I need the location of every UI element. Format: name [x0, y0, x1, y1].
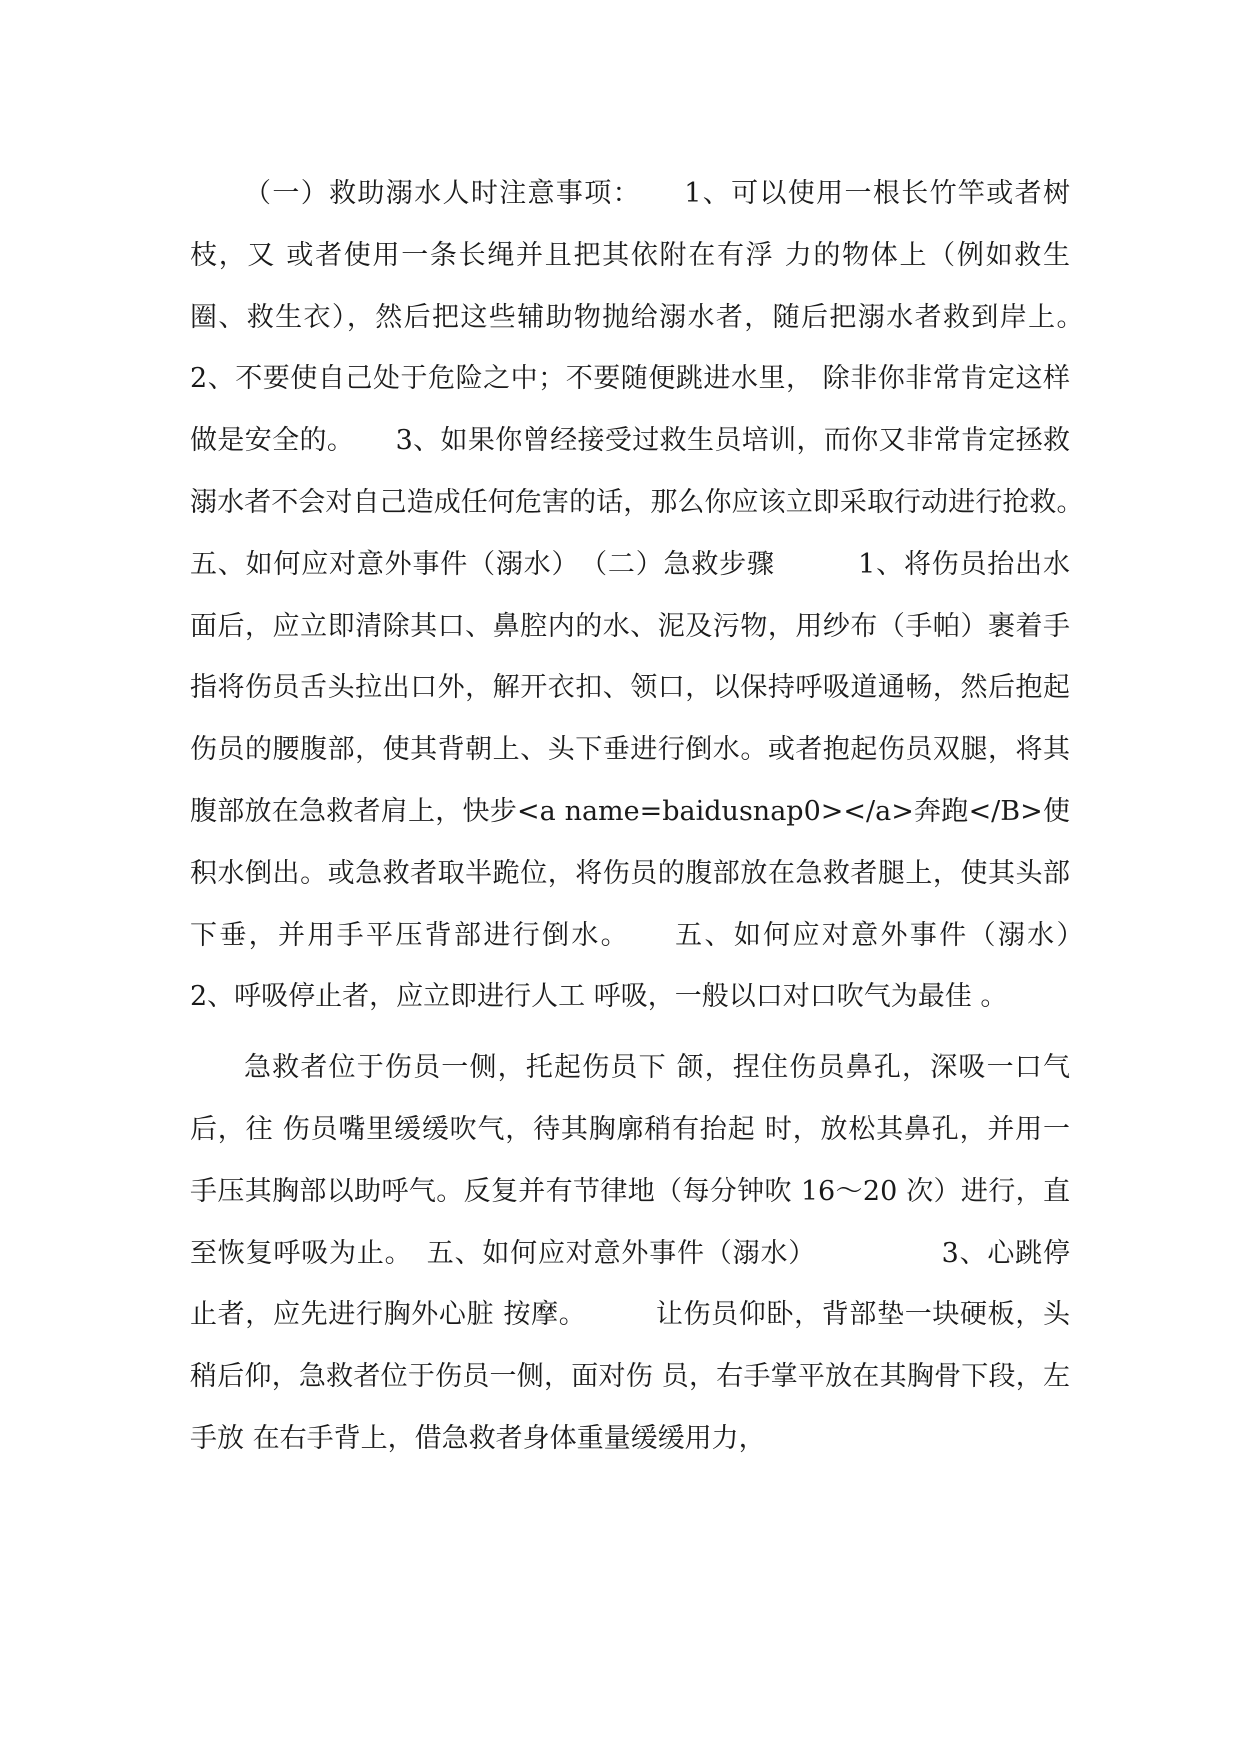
paragraph-rescue-precautions: （一）救助溺水人时注意事项： 1、可以使用一根长竹竿或者树枝，又 或者使用一条长绳并且把其依附在有浮 力的物体上（例如救生圈、救生衣），然后把这些辅助物抛给溺水者，随后把溺水者救到岸上。 2、不要使自己处于危险之中；不要随便跳进水里， 除非你非常肯定这样做是安全的。 3、如果你曾经接受过救生员培训，而你又非常肯定拯救溺水者不会对自己造成任何危害的话，那么你应该立即采取行动进行抢救。 五、如何应对意外事件（溺水） （二）急救步骤 1、将伤员抬出水面后，应立即清除其口、鼻腔内的水、泥及污物，用纱布（手帕）裹着手指将伤员舌头拉出口外，解开衣扣、领口，以保持呼吸道通畅，然后抱起伤员的腰腹部，使其背朝上、头下垂进行倒水。或者抱起伤员双腿，将其腹部放在急救者肩上，快步<a name=baidusnap0></a>奔跑</B>使积水倒出。或急救者取半跪位，将伤员的腹部放在急救者腿上，使其头部下垂，并用手平压背部进行倒水。 五、如何应对意外事件（溺水） 2、呼吸停止者，应立即进行人工 呼吸，一般以口对口吹气为最佳 。 — [190, 178, 1178, 1013]
paragraph-artificial-respiration: 急救者位于伤员一侧，托起伤员下 颌，捏住伤员鼻孔，深吸一口气后，往 伤员嘴里缓缓吹气，待其胸廓稍有抬起 时，放松其鼻孔，并用一手压其胸部以助呼气。反复并有节律地（每分钟吹 16～20 次）进行，直至恢复呼吸为止。 五、如何应对意外事件（溺水） 3、心跳停止者，应先进行胸外心脏 按摩。 让伤员仰卧，背部垫一块硬板，头 稍后仰，急救者位于伤员一侧，面对伤 员，右手掌平放在其胸骨下段，左手放 在右手背上，借急救者身体重量缓缓用力， — [190, 1052, 1079, 1454]
document-body — [190, 163, 1178, 1470]
